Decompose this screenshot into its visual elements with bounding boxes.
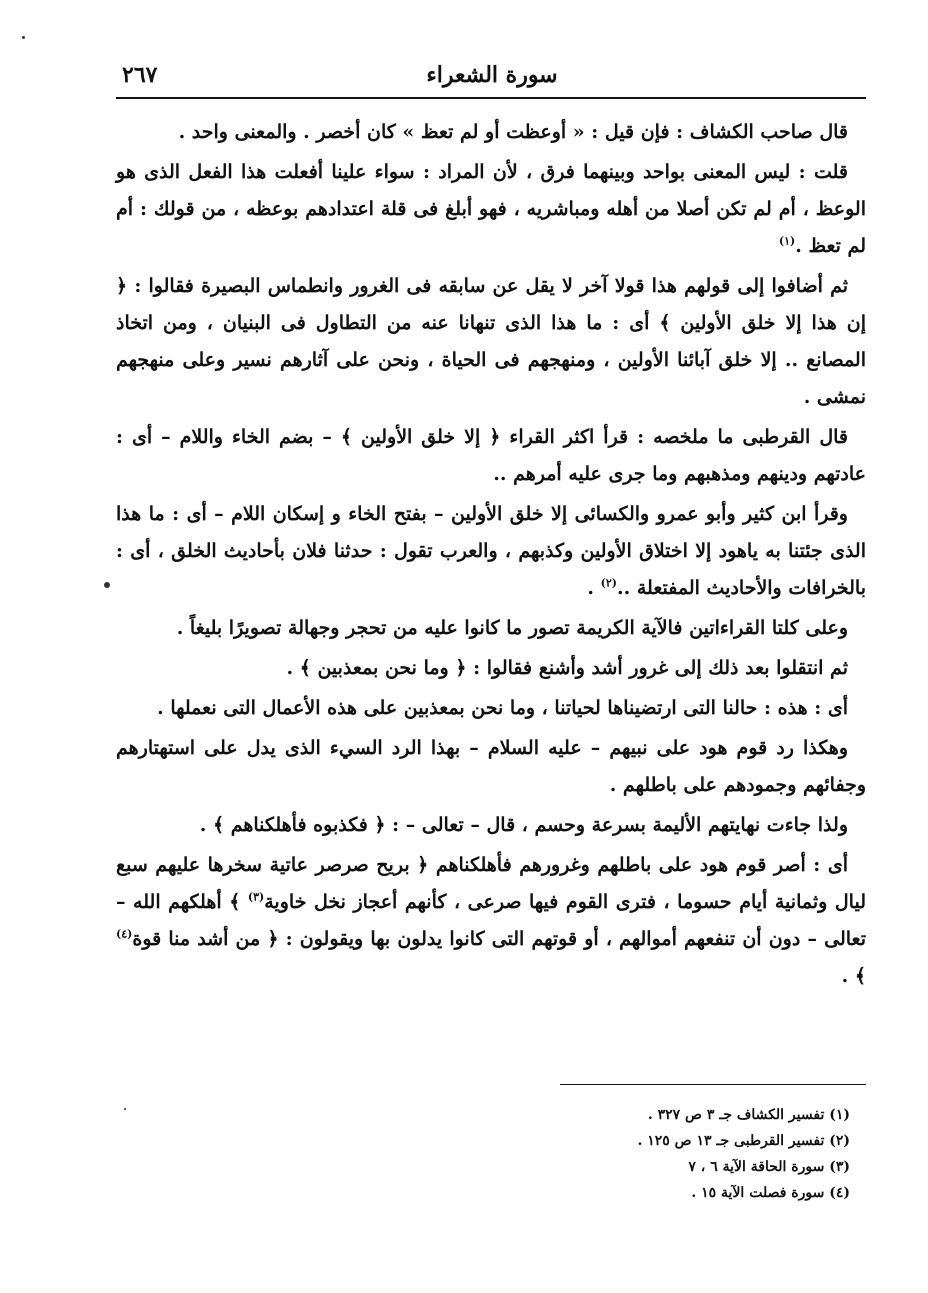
paragraph: وعلى كلتا القراءاتين فالآية الكريمة تصور ما كانوا عليه من تحجر وجهالة تصويرًا بليغاً . xyxy=(176,617,848,639)
paragraph: ثم انتقلوا بعد ذلك إلى غرور أشد وأشنع فقالوا : ﴿ وما نحن بمعذبين ﴾ . xyxy=(286,657,848,679)
paragraph: ثم أضافوا إلى قولهم هذا قولا آخر لا يقل عن سابقه فى الغرور وانطماس البصيرة فقالوا : ﴿ إن هذا إلا خلق الأولين ﴾ أى : ما هذا الذى تنهانا عنه من التطاول فى البنيان ، ومن اتخاذ المصانع .. إلا خلق آبائنا الأولين ، ومنهجهم فى الحياة ، ونحن على آثارهم نسير وعلى منهجهم نمشى . xyxy=(116,275,866,408)
main-text xyxy=(116,114,866,998)
header-divider xyxy=(116,97,866,99)
footnote-divider xyxy=(560,1084,866,1085)
paragraph: قال صاحب الكشاف : فإن قيل : « أوعظت أو لم تعظ » كان أخصر . والمعنى واحد . xyxy=(178,121,848,143)
footnote: (٤) سورة فصلت الآية ١٥ . xyxy=(691,1185,850,1201)
scan-speck xyxy=(22,36,25,39)
paragraph: وقرأ ابن كثير وأبو عمرو والكسائى إلا خلق الأولين – بفتح الخاء و إسكان اللام – أى : ما هذا الذى جئتنا به ياهود إلا اختلاق الأولين وكذبهم ، والعرب تقول : حدثنا فلان بأحاديث الخلق ، أى : بالخرافات والأحاديث المفتعلة ..$^{(٢)}$ . xyxy=(116,503,866,599)
footnote-marker: (١) xyxy=(778,234,796,248)
paragraph: أى : هذه : حالنا التى ارتضيناها لحياتنا ، وما نحن بمعذبين على هذه الأعمال التى نعملها . xyxy=(157,697,848,719)
paragraph: أى : أصر قوم هود على باطلهم وغرورهم فأهلكناهم ﴿ بريح صرصر عاتية سخرها عليهم سبع ليال وثمانية أيام حسوما ، فترى القوم فيها صرعى ، كأنهم أعجاز نخل خاوية$^{(٣)}$ ﴾ أهلكهم الله – تعالى – دون أن تنفعهم أموالهم ، أو قوتهم التى كانوا يدلون بها ويقولون : ﴿ من أشد منا قوة$^{(٤)}$ ﴾ . xyxy=(116,854,866,987)
footnote: (١) تفسير الكشاف جـ ٣ ص ٣٢٧ . xyxy=(647,1107,850,1123)
footnote: (٣) سورة الحاقة الآية ٦ ، ٧ xyxy=(688,1159,850,1175)
scan-speck xyxy=(124,1108,126,1110)
footnote-marker: (٤) xyxy=(116,927,133,941)
paragraph: قلت : ليس المعنى بواحد وبينهما فرق ، لأن المراد : سواء علينا أفعلت هذا الفعل الذى هو الوعظ ، أم لم تكن أصلا من أهله ومباشريه ، فهو أبلغ فى قلة اعتدادهم بوعظه ، من قولك : أم لم تعظ .$^{(١)}$ xyxy=(116,161,866,257)
footnotes xyxy=(560,1102,850,1206)
page-header xyxy=(118,58,866,98)
footnote-marker: (٢) xyxy=(600,576,617,590)
footnote-marker: (٣) xyxy=(247,890,265,904)
footnote: (٢) تفسير القرطبى جـ ١٣ ص ١٢٥ . xyxy=(637,1133,850,1149)
paragraph: وهكذا رد قوم هود على نبيهم – عليه السلام – بهذا الرد السيء الذى يدل على استهتارهم وجفائهم وجمودهم على باطلهم . xyxy=(116,737,866,796)
paragraph: ولذا جاءت نهايتهم الأليمة بسرعة وحسم ، قال – تعالى – : ﴿ فكذبوه فأهلكناهم ﴾ . xyxy=(199,814,848,836)
surah-title: سورة الشعراء xyxy=(426,62,558,88)
page-number: ٢٦٧ xyxy=(122,62,158,88)
scan-speck xyxy=(104,582,110,588)
paragraph: قال القرطبى ما ملخصه : قرأ اكثر القراء ﴿ إلا خلق الأولين ﴾ – بضم الخاء واللام – أى : عادتهم ودينهم ومذهبهم وما جرى عليه أمرهم .. xyxy=(116,426,866,485)
